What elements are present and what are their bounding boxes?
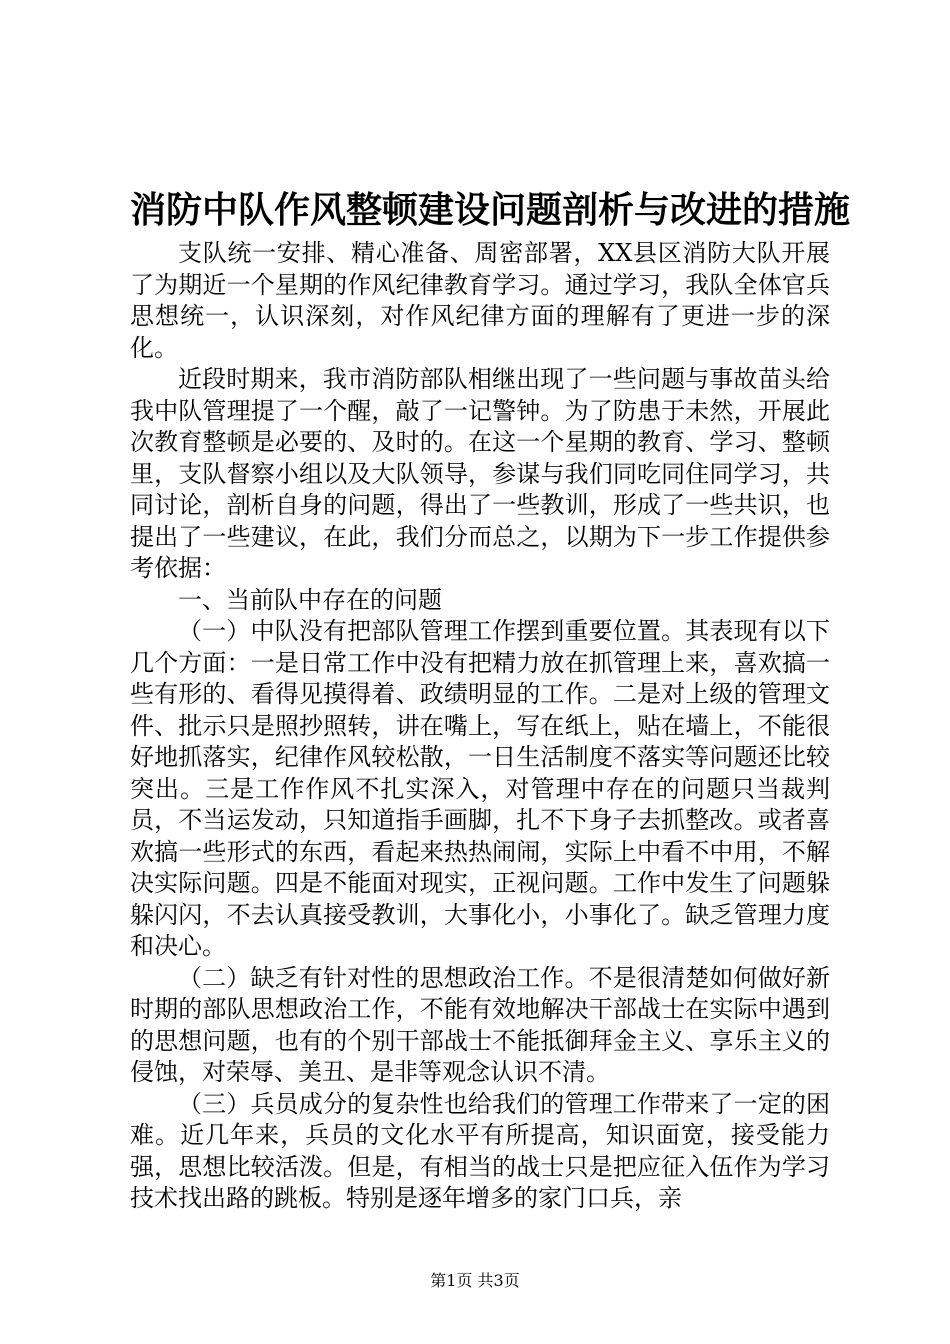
paragraph-problem-3: （三）兵员成分的复杂性也给我们的管理工作带来了一定的困难。近几年来，兵员的文化水平有所提高，知识面宽，接受能力强，思想比较活泼。但是，有相当的战士只是把应征入伍作为学习技术找出路的跳板。特别是逐年增多的家门口兵，亲 [130, 1089, 830, 1212]
paragraph-problem-1: （一）中队没有把部队管理工作摆到重要位置。其表现有以下几个方面：一是日常工作中没有把精力放在抓管理上来，喜欢搞一些有形的、看得见摸得着、政绩明显的工作。二是对上级的管理文件、批示只是照抄照转，讲在嘴上，写在纸上，贴在墙上，不能很好地抓落实，纪律作风较松散，一日生活制度不落实等问题还比较突出。三是工作作风不扎实深入，对管理中存在的问题只当裁判员，不当运发动，只知道指手画脚，扎不下身子去抓整改。或者喜欢搞一些形式的东西，看起来热热闹闹，实际上中看不中用，不解决实际问题。四是不能面对现实，正视问题。工作中发生了问题躲躲闪闪，不去认真接受教训，大事化小，小事化了。缺乏管理力度和决心。 [130, 617, 830, 960]
section-heading-problems: 一、当前队中存在的问题 [178, 585, 442, 614]
paragraph-intro: 支队统一安排、精心准备、周密部署，XX县区消防大队开展了为期近一个星期的作风纪律教育学习。通过学习，我队全体官兵思想统一，认识深刻，对作风纪律方面的理解有了更进一步的深化。 [130, 239, 830, 362]
paragraph-background: 近段时期来，我市消防部队相继出现了一些问题与事故苗头给我中队管理提了一个醒，敲了一记警钟。为了防患于未然，开展此次教育整顿是必要的、及时的。在这一个星期的教育、学习、整顿里，支队督察小组以及大队领导，参谋与我们同吃同住同学习，共同讨论，剖析自身的问题，得出了一些教训，形成了一些共识，也提出了一些建议，在此，我们分而总之，以期为下一步工作提供参考依据： [130, 365, 830, 582]
document-body [130, 238, 830, 1215]
document-title: 消防中队作风整顿建设问题剖析与改进的措施 [130, 189, 851, 231]
page-number-footer: 第1页 共3页 [430, 1271, 520, 1290]
paragraph-problem-2: （二）缺乏有针对性的思想政治工作。不是很清楚如何做好新时期的部队思想政治工作，不能有效地解决干部战士在实际中遇到的思想问题，也有的个别干部战士不能抵御拜金主义、享乐主义的侵蚀，对荣辱、美丑、是非等观念认识不清。 [130, 963, 830, 1086]
